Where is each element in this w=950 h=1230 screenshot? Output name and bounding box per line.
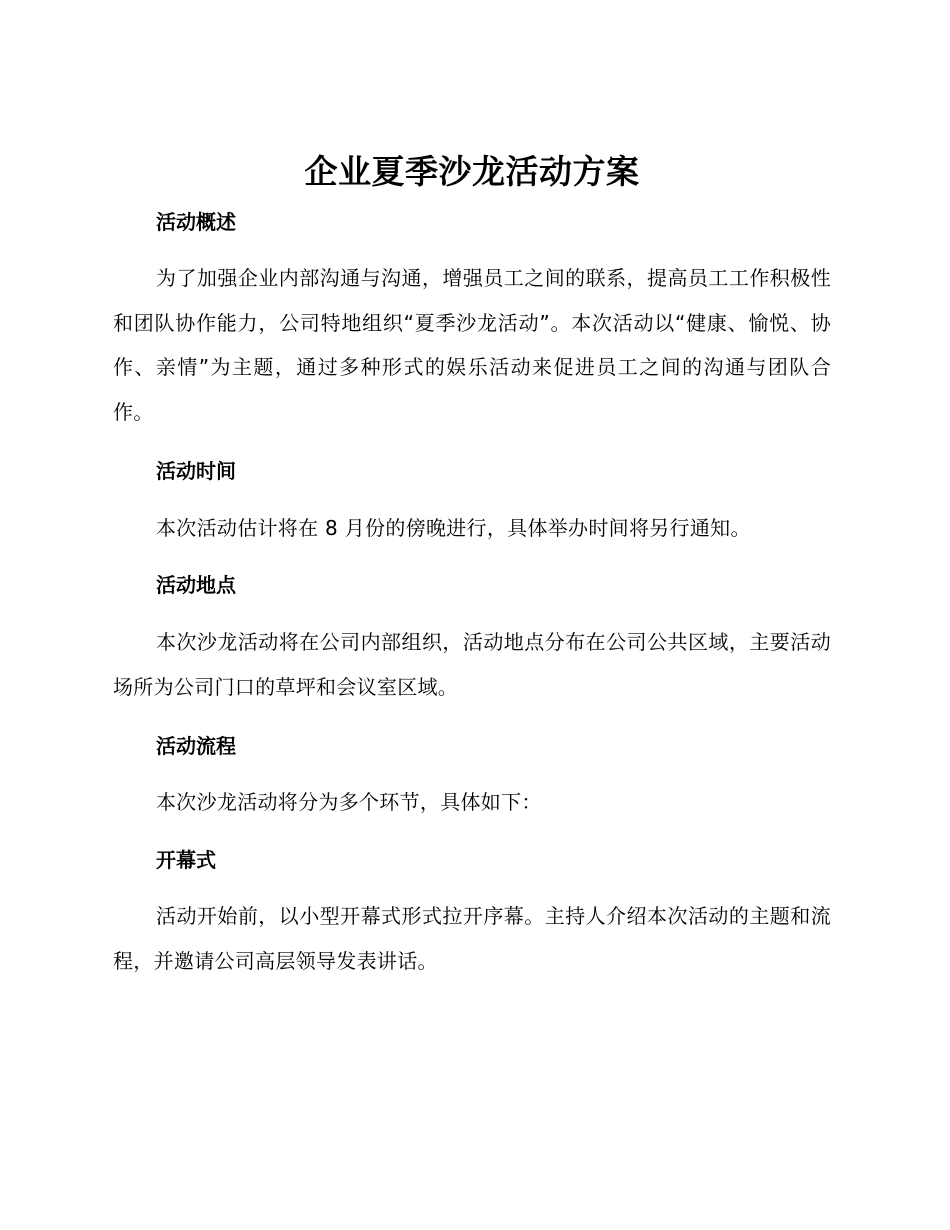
section-body-location: 本次沙龙活动将在公司内部组织，活动地点分布在公司公共区域，主要活动场所为公司门口的草坪和会议室区域。 [113, 630, 831, 699]
section-heading-location: 活动地点 [156, 573, 236, 597]
section-body-opening: 活动开始前，以小型开幕式形式拉开序幕。主持人介绍本次活动的主题和流程，并邀请公司高层领导发表讲话。 [113, 904, 831, 973]
section-body-overview: 为了加强企业内部沟通与沟通，增强员工之间的联系，提高员工工作积极性和团队协作能力，公司特地组织“夏季沙龙活动”。本次活动以“健康、愉悦、协作、亲情”为主题，通过多种形式的娱乐活动来促进员工之间的沟通与团队合作。 [113, 266, 831, 424]
section-heading-overview: 活动概述 [156, 210, 236, 234]
section-heading-time: 活动时间 [156, 459, 236, 483]
section-body-time: 本次活动估计将在 8 月份的傍晚进行，具体举办时间将另行通知。 [156, 516, 751, 540]
document-title: 企业夏季沙龙活动方案 [304, 152, 640, 191]
section-heading-opening: 开幕式 [156, 848, 216, 872]
section-heading-process: 活动流程 [156, 734, 236, 758]
section-body-process: 本次沙龙活动将分为多个环节，具体如下： [156, 790, 542, 814]
